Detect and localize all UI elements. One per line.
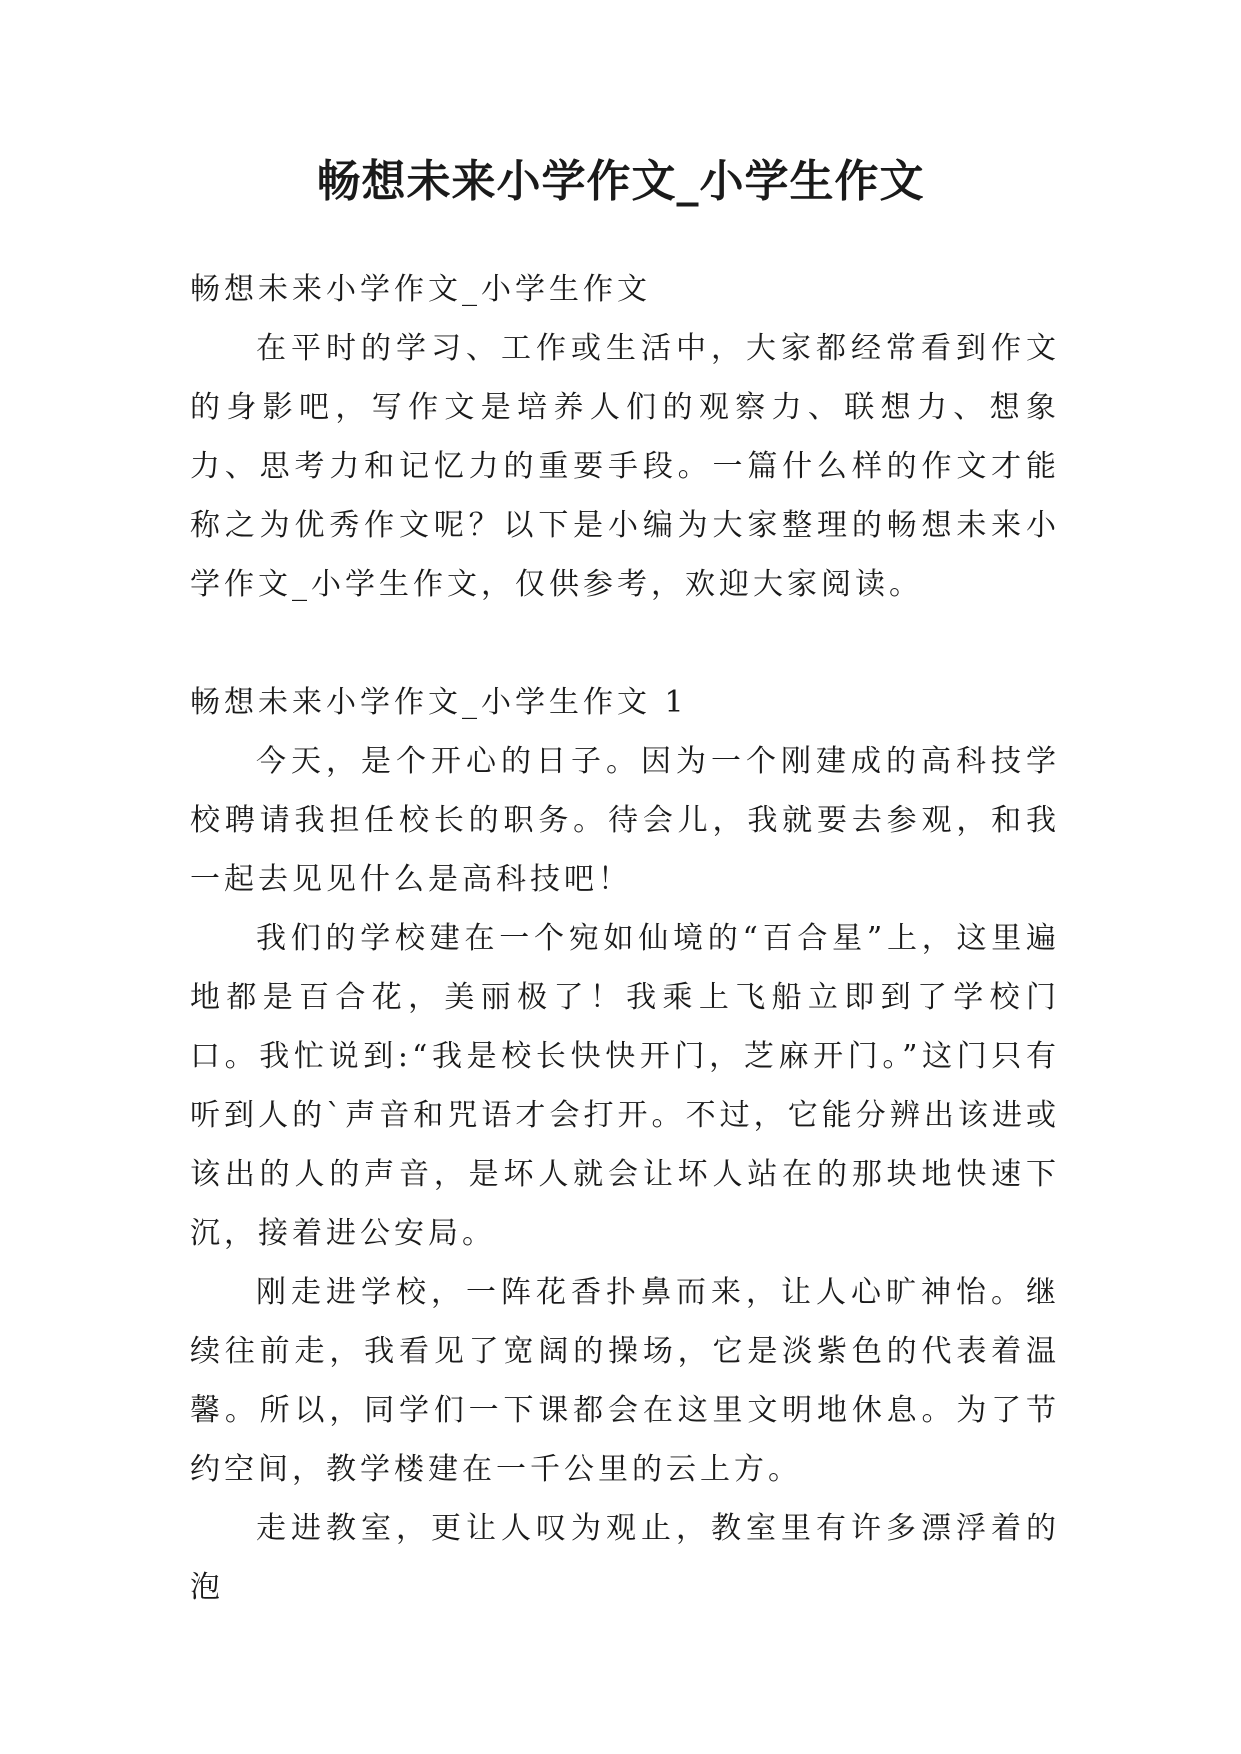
body-paragraph: 今天，是个开心的日子。因为一个刚建成的高科技学校聘请我担任校长的职务。待会儿，我就要去参观，和我一起去见见什么是高科技吧！ <box>190 744 1060 897</box>
body-paragraph: 刚走进学校，一阵花香扑鼻而来，让人心旷神怡。继续往前走，我看见了宽阔的操场，它是淡紫色的代表着温馨。所以，同学们一下课都会在这里文明地休息。为了节约空间，教学楼建在一千公里的云上方。 <box>190 1275 1060 1487</box>
intro-heading: 畅想未来小学作文_小学生作文 <box>190 272 651 307</box>
section-heading: 畅想未来小学作文_小学生作文 1 <box>190 685 688 720</box>
intro-paragraph: 在平时的学习、工作或生活中，大家都经常看到作文的身影吧，写作文是培养人们的观察力、联想力、想象力、思考力和记忆力的重要手段。一篇什么样的作文才能称之为优秀作文呢？以下是小编为大家整理的畅想未来小学作文_小学生作文，仅供参考，欢迎大家阅读。 <box>190 331 1060 602</box>
document-body <box>190 260 1060 1617</box>
section-spacer <box>190 614 1060 673</box>
body-paragraph: 我们的学校建在一个宛如仙境的“百合星”上，这里遍地都是百合花，美丽极了！我乘上飞船立即到了学校门口。我忙说到:“我是校长快快开门，芝麻开门。”这门只有听到人的`声音和咒语才会打开。不过，它能分辨出该进或该出的人的声音，是坏人就会让坏人站在的那块地快速下沉，接着进公安局。 <box>190 921 1060 1251</box>
document-title: 畅想未来小学作文_小学生作文 <box>316 156 925 207</box>
body-paragraph: 走进教室，更让人叹为观止，教室里有许多漂浮着的泡 <box>190 1511 1060 1605</box>
